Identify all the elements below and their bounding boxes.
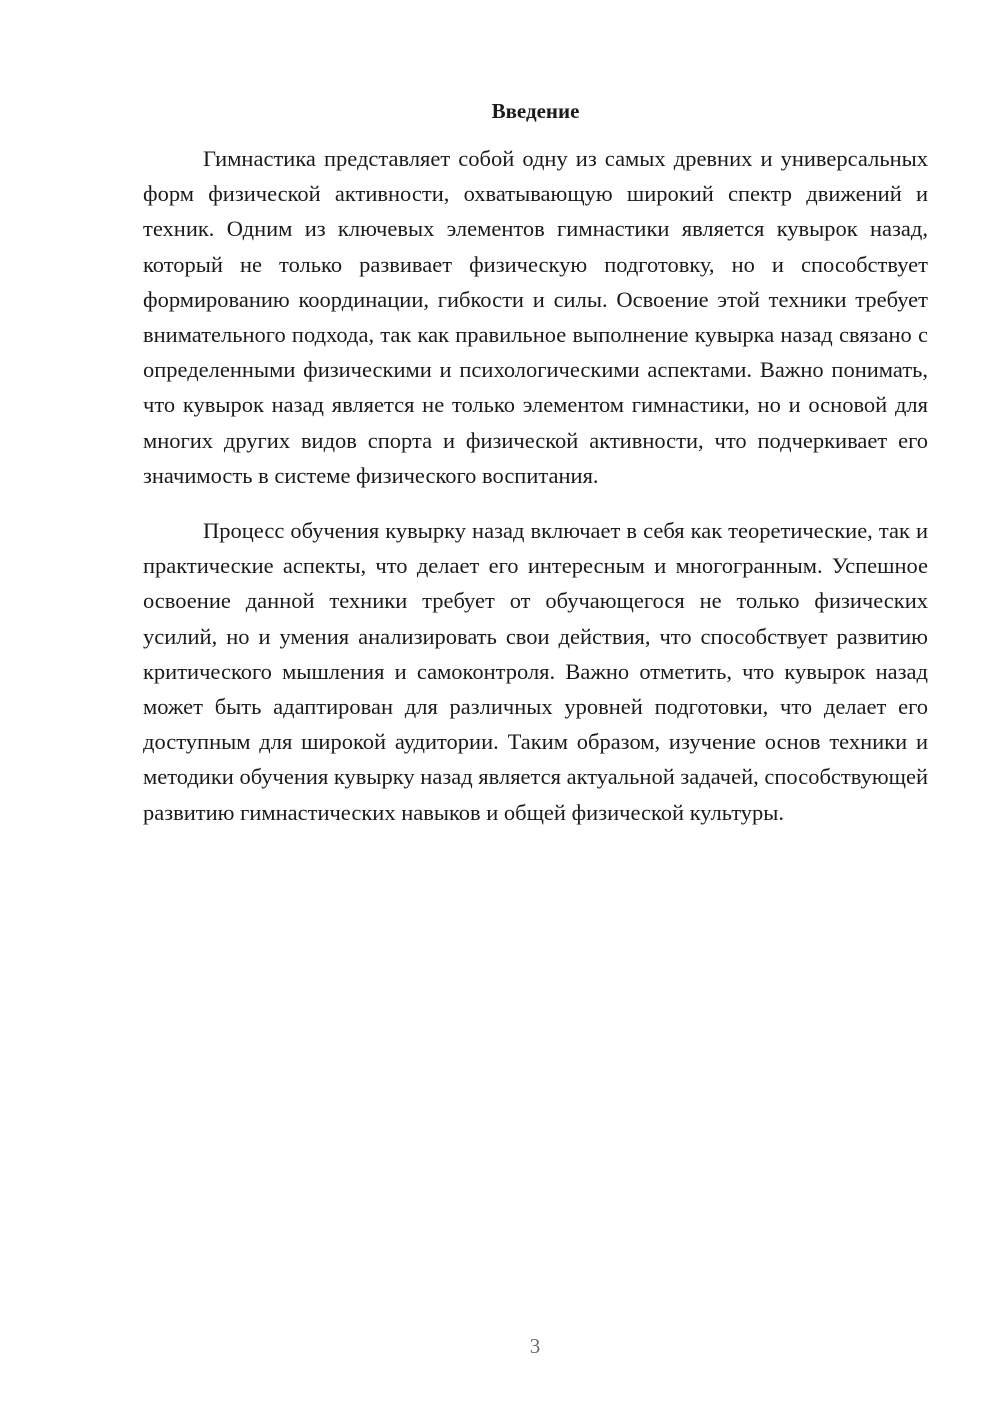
section-heading: Введение bbox=[491, 99, 580, 123]
page-number: 3 bbox=[529, 1334, 541, 1358]
paragraph: Процесс обучения кувырку назад включает в себя как теоретические, так и практические аспекты, что делает его интересным и многогранным. Успешное освоение данной техники требует от обучающегося не только физических усилий, но и умения анализировать свои действия, что способствует развитию критического мышления и самоконтроля. Важно отметить, что кувырок назад может быть адаптирован для различных уровней подготовки, что делает его доступным для широкой аудитории. Таким образом, изучение основ техники и методики обучения кувырку назад является актуальной задачей, способствующей развитию гимнастических навыков и общей физической культуры. bbox=[143, 518, 928, 825]
page-content bbox=[143, 96, 928, 830]
paragraph: Гимнастика представляет собой одну из самых древних и универсальных форм физической активности, охватывающую широкий спектр движений и техник. Одним из ключевых элементов гимнастики является кувырок назад, который не только развивает физическую подготовку, но и способствует формированию координации, гибкости и силы. Освоение этой техники требует внимательного подхода, так как правильное выполнение кувырка назад связано с определенными физическими и психологическими аспектами. Важно понимать, что кувырок назад является не только элементом гимнастики, но и основой для многих других видов спорта и физической активности, что подчеркивает его значимость в системе физического воспитания. bbox=[143, 146, 928, 488]
